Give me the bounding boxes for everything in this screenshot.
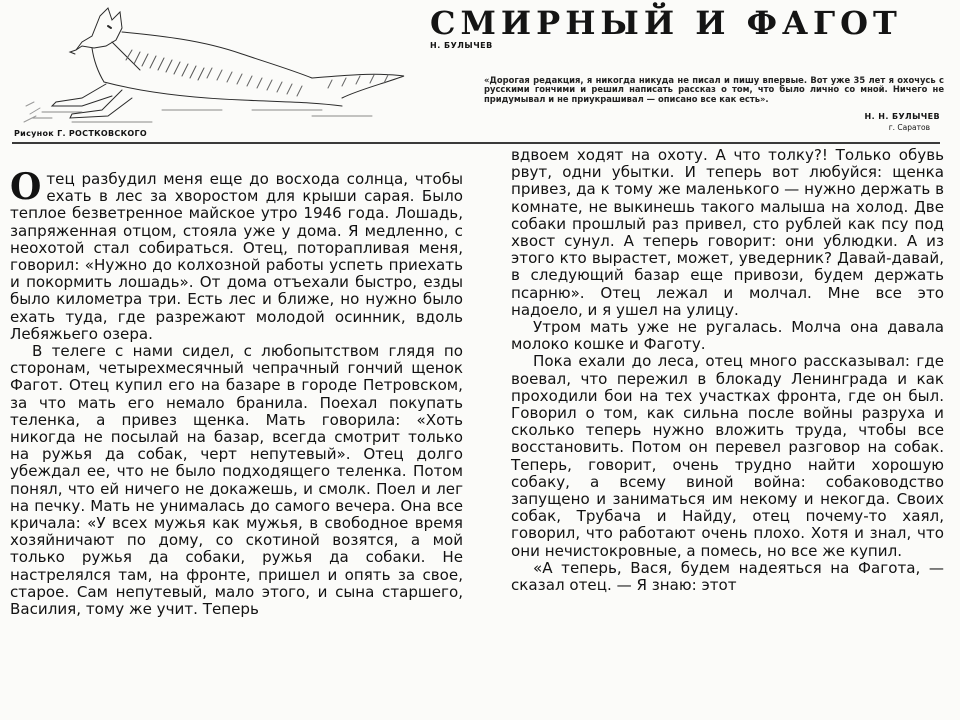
dog-illustration [12, 6, 412, 126]
drop-cap: О [10, 166, 42, 208]
epigraph-text: «Дорогая редакция, я никогда никуда не писал и пишу впервые. Вот уже 35 лет я охочусь с русскими гончими и решил написать рассказ о том, что было лично со мной. Ничего не придумывал и не приукрашивал — описано все как есть». [484, 75, 944, 104]
epigraph-city: г. Саратов [888, 123, 930, 132]
text-column-left [10, 166, 463, 619]
header-divider [12, 142, 940, 144]
paragraph: В телеге с нами сидел, с любопытством глядя по сторонам, четырехмесячный чепрачный гончий щенок Фагот. Отец купил его на базаре в городе Петровском, за что мать его немало бранила. Поехал покупать теленка, а привез щенка. Мать говорила: «Хоть никогда не посылай на базар, всегда смотрит только на ружья да собак, черт непутевый». Отец долго убеждал ее, что не было подходящего теленка. Потом понял, что ей ничего не докажешь, и смолк. Поел и лег на печку. Мать не унималась до самого вечера. Она все кричала: «У всех мужья как мужья, в свободное время хозяйничают по дому, со скотиной возятся, а мой только ружья да собаки, ружья да собаки. Не настрелялся там, на фронте, пришел и опять за свое, старое. Сам непутевый, мало этого, и сына старшего, Василия, тому же учит. Теперь [10, 342, 463, 619]
illustration-caption: Рисунок Г. РОСТКОВСКОГО [14, 129, 148, 138]
paragraph [10, 166, 463, 343]
article-author: Н. БУЛЫЧЕВ [430, 41, 493, 50]
article-title: СМИРНЫЙ И ФАГОТ [430, 4, 902, 42]
paragraph: Пока ехали до леса, отец много рассказывал: где воевал, что пережил в блокаду Ленинграда и как проходили бои на тех участках фронта, где он был. Говорил о том, как сильна после войны разруха и сколько теперь нужно вложить труда, чтобы все восстановить. Потом он перевел разговор на собак. Теперь, говорит, очень трудно найти хорошую собаку, а всему виной война: собаководство запущено и заниматься им некому и некогда. Своих собак, Трубача и Найду, отец почему-то хаял, говорил, что работают очень плохо. Хотя и знал, что они нечистокровные, а помесь, но все же купил. [511, 352, 944, 560]
epigraph-author: Н. Н. БУЛЫЧЕВ [864, 112, 940, 121]
paragraph: Утром мать уже не ругалась. Молча она давала молоко кошке и Фаготу. [511, 318, 944, 354]
paragraph: «А теперь, Вася, будем надеяться на Фагота, — сказал отец. — Я знаю: этот [511, 558, 944, 595]
text-column-right [511, 147, 944, 594]
paragraph-text: тец разбудил меня еще до восхода солнца, чтобы ехать в лес за хворостом для крыши сарая. Было теплое безветренное майское утро 1946 года. Лошадь, запряженная отцом, стояла уже у дома. Я медленно, с неохотой стал собираться. Отец, поторапливая меня, говорил: «Нужно до колхозной работы успеть приехать и покормить лошадь». От дома отъехали быстро, езды было километра три. Есть лес и ближе, но нужно было ехать туда, где разрежают молодой осинник, вдоль Лебяжьего озера. [10, 170, 463, 343]
paragraph: вдвоем ходят на охоту. А что толку?! Только обувь рвут, одни убытки. И теперь вот любуйся: щенка привез, да к тому же маленького — нужно держать в комнате, не выкинешь такого малыша на холод. Две собаки прошлый раз привел, сто рублей как псу под хвост сунул. А теперь говорит: они ублюдки. А из этого кто вырастет, может, уведерник? Давай-давай, в следующий базар еще привози, будем держать псарню». Отец лежал и молчал. Мне все это надоело, и я ушел на улицу. [511, 146, 944, 319]
